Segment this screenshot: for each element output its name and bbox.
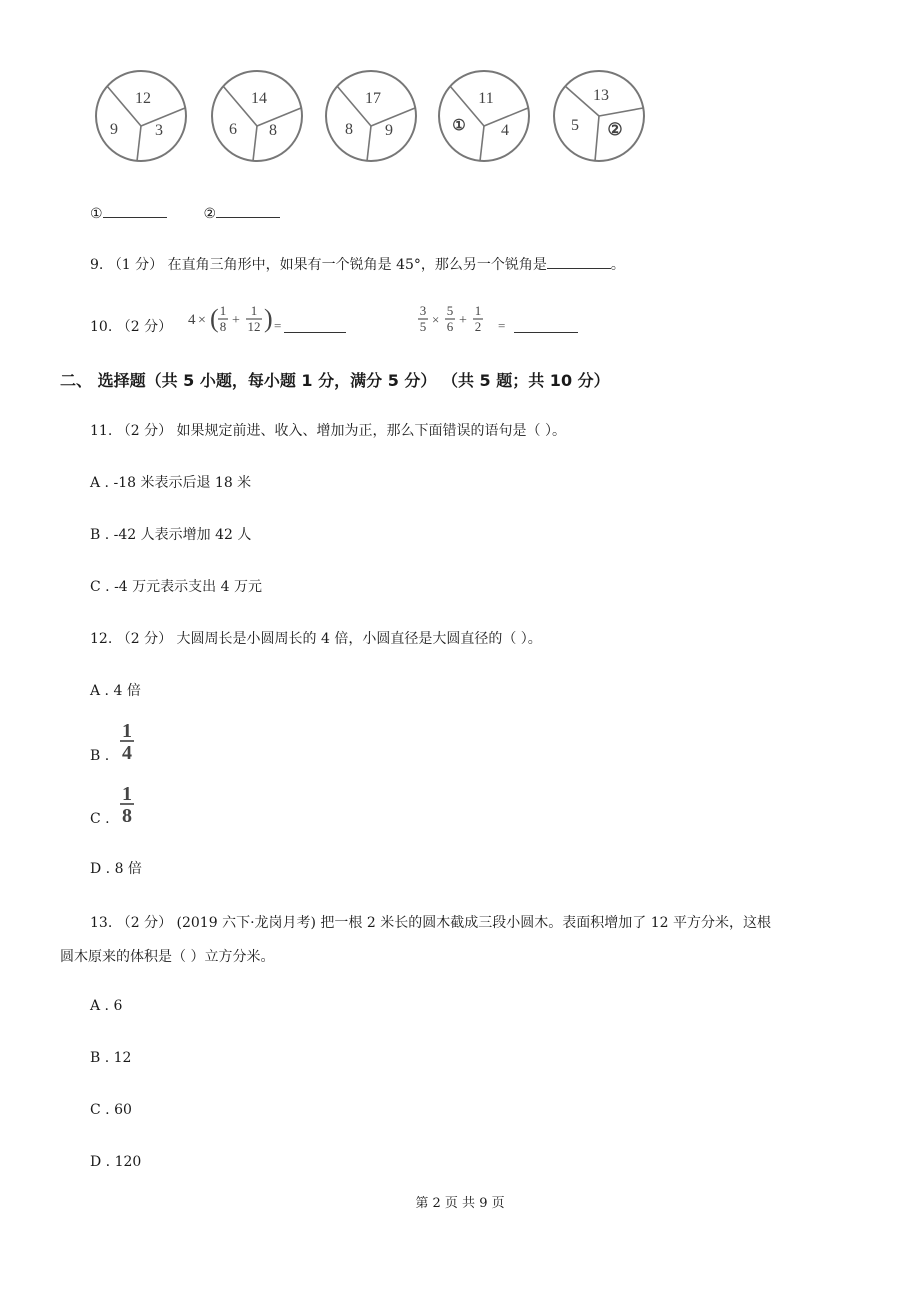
q9-answer-blank[interactable] bbox=[547, 254, 611, 269]
wheel-5 bbox=[554, 71, 644, 161]
q10-expr1-eq: = bbox=[274, 318, 282, 333]
wheel-2-top: 14 bbox=[251, 90, 267, 107]
q11-option-b[interactable]: B . -42 人表示增加 42 人 bbox=[90, 527, 252, 543]
q13-number: 13. bbox=[90, 915, 113, 931]
wheel-4-left: ① bbox=[452, 118, 466, 134]
q12-option-d[interactable]: D . 8 倍 bbox=[90, 861, 142, 877]
q13-text-1: (2019 六下·龙岗月考) 把一根 2 米长的圆木截成三段小圆木。表面积增加了 12 平方分米，这根 bbox=[176, 915, 771, 931]
q12-option-a[interactable]: A . 4 倍 bbox=[90, 683, 141, 699]
q12-question bbox=[90, 628, 542, 648]
q11-option-a[interactable]: A . -18 米表示后退 18 米 bbox=[90, 475, 252, 491]
wheel-4-top: 11 bbox=[478, 90, 494, 107]
q9-text: 在直角三角形中，如果有一个锐角是 45°，那么另一个锐角是 bbox=[167, 257, 547, 273]
q13-option-a[interactable]: A . 6 bbox=[90, 998, 123, 1014]
wheel-2-left: 6 bbox=[229, 121, 237, 138]
q12-number: 12. bbox=[90, 631, 113, 647]
wheel-1-right: 3 bbox=[155, 122, 163, 139]
q10-expr2-n3: 1 bbox=[474, 303, 482, 318]
wheel-1-top: 12 bbox=[135, 90, 151, 107]
q12-option-c-den: 8 bbox=[122, 805, 132, 827]
q12-option-b-fraction bbox=[118, 720, 138, 764]
q12-score: （2 分） bbox=[116, 631, 173, 647]
q10-score: （2 分） bbox=[116, 319, 173, 335]
q11-question bbox=[90, 420, 566, 440]
wheel-5-top: 13 bbox=[593, 87, 609, 104]
q13-option-b[interactable]: B . 12 bbox=[90, 1050, 132, 1066]
q10-expression-2 bbox=[414, 300, 514, 336]
number-wheels-figure bbox=[85, 62, 655, 172]
q10-expr2-d1: 5 bbox=[419, 319, 427, 334]
q10-expr2-n2: 5 bbox=[446, 303, 454, 318]
q10-expr2-n1: 3 bbox=[419, 303, 427, 318]
q10-expr1-rparen: ) bbox=[264, 304, 273, 333]
wheel-2-right: 8 bbox=[269, 122, 277, 139]
q13-question-line-1 bbox=[90, 912, 771, 932]
q10-number: 10. bbox=[90, 319, 113, 335]
q10-expr1-d1: 8 bbox=[219, 319, 227, 334]
q12-text: 大圆周长是小圆周长的 4 倍，小圆直径是大圆直径的（ ）。 bbox=[176, 631, 542, 647]
q9-question bbox=[90, 254, 625, 274]
q12-option-c[interactable] bbox=[90, 783, 150, 827]
q10-expr1-n2: 1 bbox=[250, 303, 258, 318]
q10-label bbox=[90, 316, 172, 336]
q8-answer-b-label: ② bbox=[203, 206, 217, 222]
q12-option-b-den: 4 bbox=[122, 742, 132, 764]
q9-score: （1 分） bbox=[107, 257, 164, 273]
q10-expr2-d3: 2 bbox=[474, 319, 482, 334]
q9-number: 9. bbox=[90, 257, 104, 273]
section-2-heading: 二、 选择题（共 5 小题，每小题 1 分，满分 5 分） （共 5 题；共 10 分） bbox=[60, 371, 610, 390]
q12-option-c-fraction bbox=[118, 783, 138, 827]
wheel-2 bbox=[212, 71, 302, 161]
q10-answer-1-blank[interactable] bbox=[284, 318, 346, 333]
q10-expression-1 bbox=[186, 300, 286, 336]
q13-option-d[interactable]: D . 120 bbox=[90, 1154, 142, 1170]
q8-answer-a-blank[interactable] bbox=[103, 203, 167, 218]
q11-text: 如果规定前进、收入、增加为正，那么下面错误的语句是（ ）。 bbox=[176, 423, 566, 439]
q12-option-b-num: 1 bbox=[122, 720, 132, 742]
q8-answer-b-blank[interactable] bbox=[216, 203, 280, 218]
q12-option-c-num: 1 bbox=[122, 783, 132, 805]
wheel-4 bbox=[439, 71, 529, 161]
q11-option-c[interactable]: C . -4 万元表示支出 4 万元 bbox=[90, 579, 262, 595]
q8-answer-line bbox=[90, 203, 280, 222]
page-footer: 第 2 页 共 9 页 bbox=[415, 1196, 505, 1211]
wheel-5-left: 5 bbox=[571, 117, 579, 134]
q13-question-line-2: 圆木原来的体积是（ ）立方分米。 bbox=[60, 949, 275, 965]
q12-option-b-label: B . bbox=[90, 748, 110, 764]
wheel-3 bbox=[326, 71, 416, 161]
q10-expr2-plus: + bbox=[459, 313, 467, 328]
wheel-3-left: 8 bbox=[345, 121, 353, 138]
q13-score: （2 分） bbox=[116, 915, 173, 931]
q10-expr1-times: × bbox=[198, 313, 206, 328]
q13-option-c[interactable]: C . 60 bbox=[90, 1102, 132, 1118]
wheel-3-right: 9 bbox=[385, 122, 393, 139]
q10-expr1-plus: + bbox=[232, 313, 240, 328]
q10-expr2-times: × bbox=[432, 312, 440, 327]
q12-option-c-label: C . bbox=[90, 811, 110, 827]
q10-expr2-d2: 6 bbox=[446, 319, 454, 334]
wheel-3-top: 17 bbox=[365, 90, 381, 107]
wheel-4-right: 4 bbox=[501, 122, 509, 139]
wheel-5-right: ② bbox=[607, 120, 623, 139]
q9-end: 。 bbox=[610, 257, 625, 273]
q10-expr1-d2: 12 bbox=[247, 319, 261, 334]
q10-answer-2-blank[interactable] bbox=[514, 318, 578, 333]
q10-expr1-whole: 4 bbox=[188, 312, 196, 328]
q10-expr1-lparen: ( bbox=[210, 304, 219, 333]
q11-number: 11. bbox=[90, 423, 113, 439]
wheel-1 bbox=[96, 71, 186, 161]
q10-expr2-eq: = bbox=[498, 318, 506, 333]
q10-expr1-n1: 1 bbox=[219, 303, 227, 318]
q8-answer-a-label: ① bbox=[90, 206, 103, 222]
wheel-1-left: 9 bbox=[110, 121, 118, 138]
q11-score: （2 分） bbox=[116, 423, 173, 439]
q12-option-b[interactable] bbox=[90, 720, 150, 764]
